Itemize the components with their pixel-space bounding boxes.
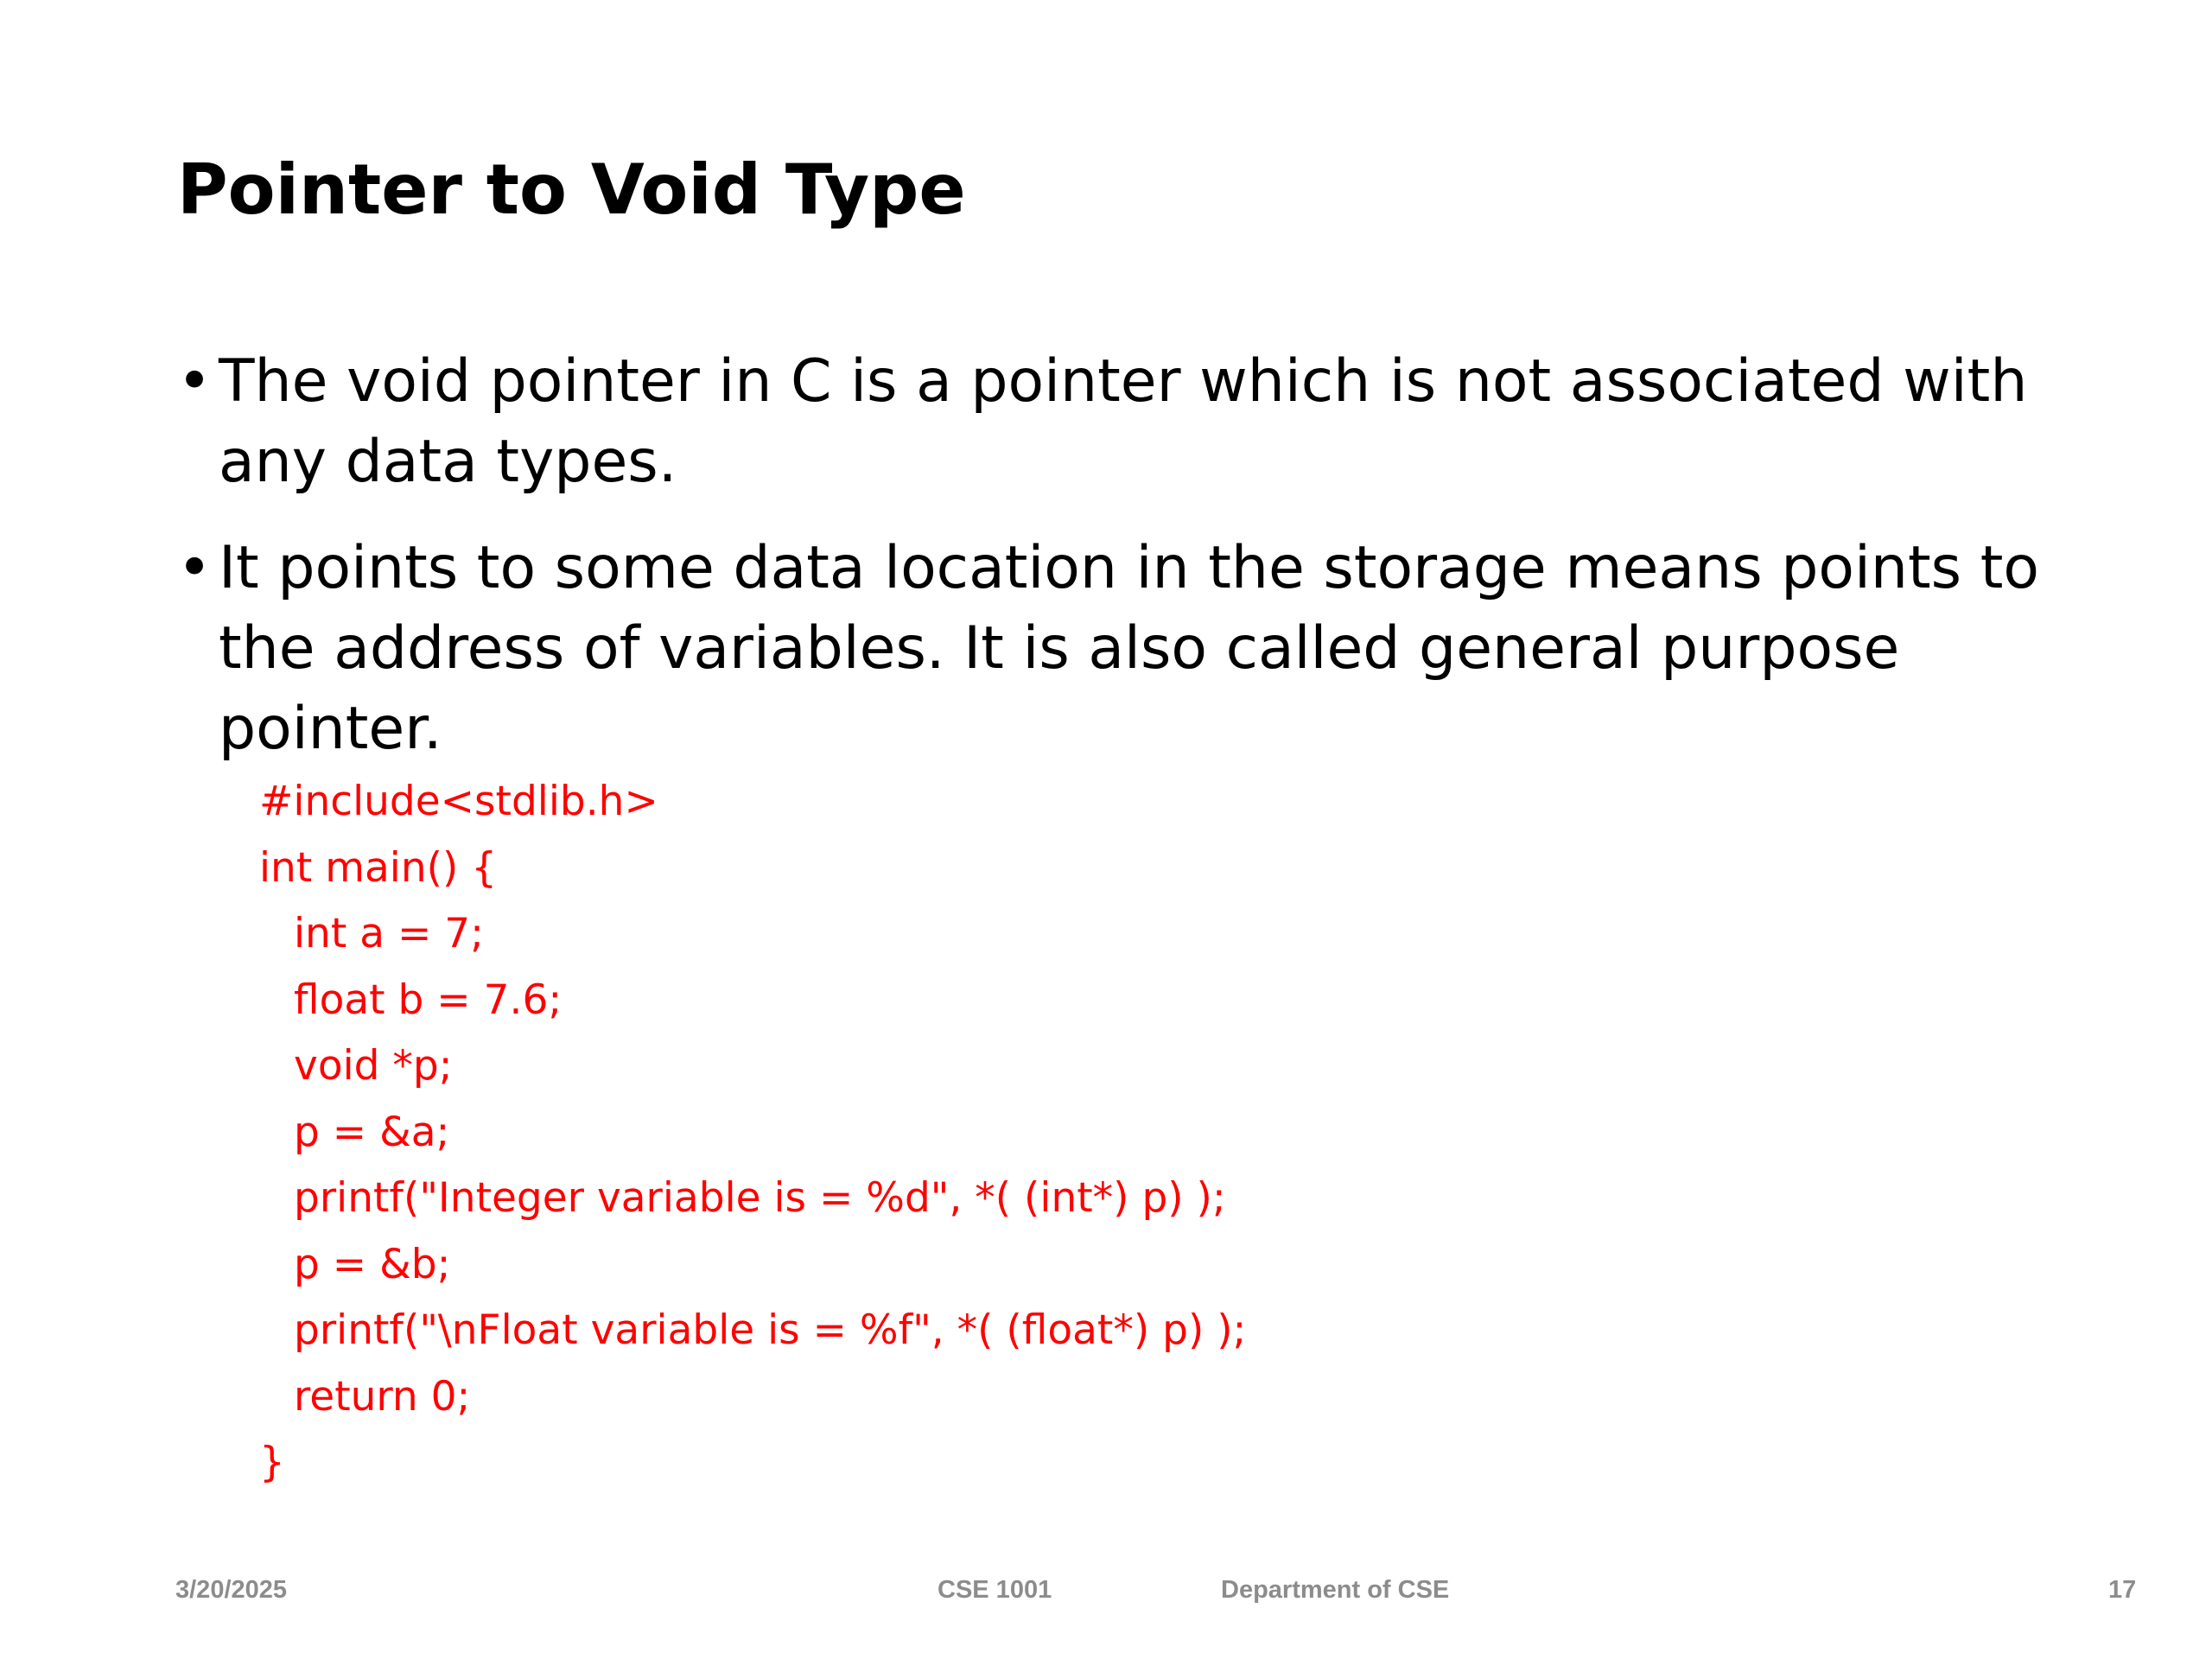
- code-line: float b = 7.6;: [294, 976, 563, 1024]
- footer-department: Department of CSE: [1221, 1576, 1450, 1604]
- code-line: printf("\nFloat variable is = %f", *( (float*) p) );: [294, 1306, 1247, 1354]
- bullet-marker: •: [177, 534, 213, 602]
- code-line: printf("Integer variable is = %d", *( (int*) p) );: [294, 1174, 1226, 1222]
- code-line: int main() {: [259, 843, 498, 892]
- code-line: #include<stdlib.h>: [259, 778, 658, 825]
- code-line: p = &b;: [294, 1240, 451, 1288]
- bullet-marker: •: [177, 347, 213, 416]
- code-block: [259, 769, 1246, 1497]
- bullet-item: [177, 528, 2113, 769]
- code-line: }: [259, 1439, 285, 1486]
- footer-course: CSE 1001: [938, 1576, 1052, 1604]
- bullet-text: The void pointer in C is a pointer which is not associated with any data types.: [219, 347, 2028, 496]
- bullet-list: [177, 341, 2113, 795]
- code-line: int a = 7;: [294, 910, 485, 957]
- code-line: return 0;: [294, 1372, 471, 1421]
- code-line: void *p;: [294, 1042, 453, 1090]
- bullet-text: It points to some data location in the storage means points to the address of variables. It is also called general purpose pointer.: [219, 534, 2039, 763]
- bullet-item: [177, 341, 2113, 502]
- slide-title: Pointer to Void Type: [177, 149, 966, 230]
- code-line: p = &a;: [294, 1108, 450, 1156]
- footer-date: 3/20/2025: [175, 1576, 288, 1604]
- slide-number: 17: [2108, 1576, 2137, 1604]
